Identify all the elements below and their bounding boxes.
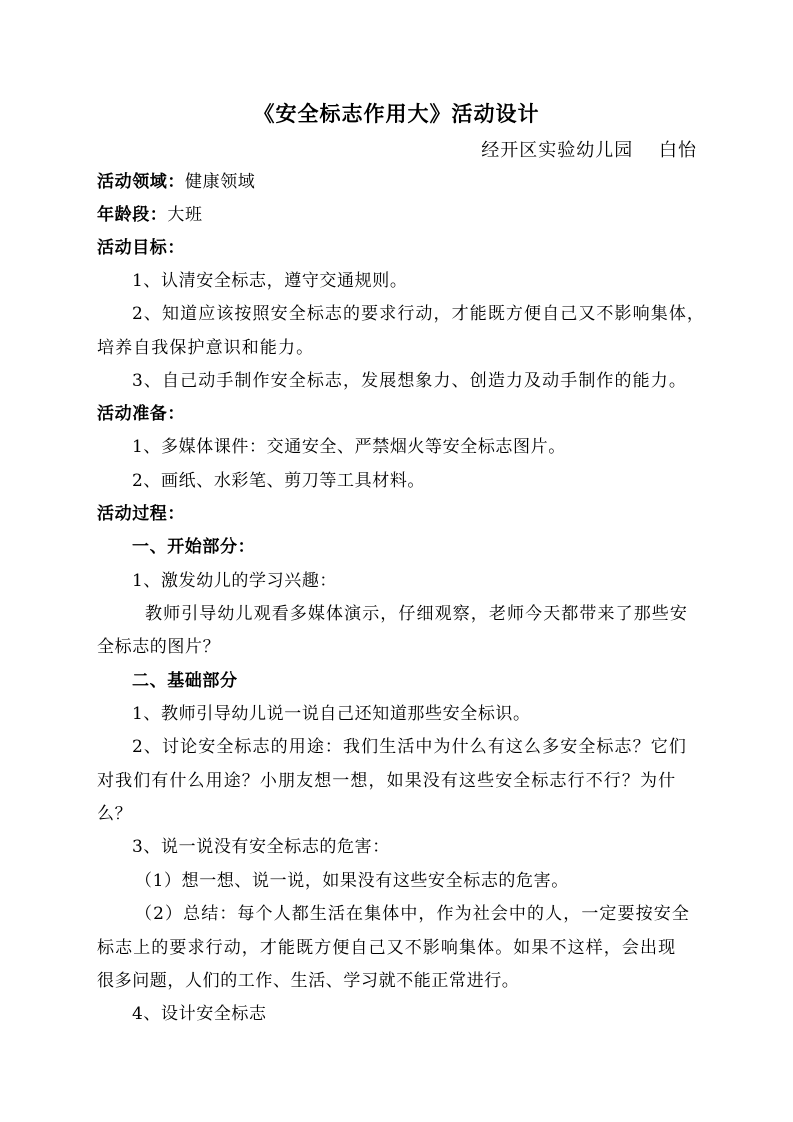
- part1-paragraph-line-1: 教师引导幼儿观看多媒体演示，仔细观察，老师今天都带来了那些安: [145, 604, 688, 624]
- goals-heading: 活动目标：: [97, 238, 185, 258]
- part2-item-3-sub-2-line-1: （2）总结：每个人都生活在集体中，作为社会中的人，一定要按安全: [135, 904, 690, 924]
- part2-item-3-sub-1: （1）想一想、说一说，如果没有这些安全标志的危害。: [135, 871, 569, 891]
- field-label: 活动领域：: [97, 172, 185, 192]
- part2-item-1: 1、教师引导幼儿说一说自己还知道那些安全标识。: [132, 704, 531, 724]
- goal-3: 3、自己动手制作安全标志，发展想象力、创造力及动手制作的能力。: [132, 371, 687, 391]
- part1-heading: 一、开始部分：: [132, 537, 256, 557]
- prep-heading: 活动准备：: [97, 404, 185, 424]
- goal-1: 1、认清安全标志，遵守交通规则。: [132, 271, 408, 291]
- part2-item-2-line-3: 么？: [97, 804, 133, 824]
- document-title: 《安全标志作用大》活动设计: [253, 101, 540, 126]
- goal-2-line-1: 2、知道应该按照安全标志的要求行动，才能既方便自己又不影响集体，: [132, 304, 706, 324]
- goal-2-line-2: 培养自我保护意识和能力。: [97, 338, 315, 358]
- part2-item-3-sub-2-line-2: 标志上的要求行动，才能既方便自己又不影响集体。如果不这样，会出现: [97, 938, 677, 958]
- age-line: [97, 204, 697, 226]
- part2-item-3: 3、说一说没有安全标志的危害：: [132, 837, 390, 857]
- part2-item-3-sub-2-line-3: 很多问题，人们的工作、生活、学习就不能正常进行。: [97, 971, 520, 991]
- part2-item-2-line-2: 对我们有什么用途？小朋友想一想，如果没有这些安全标志行不行？为什: [97, 771, 677, 791]
- field-line: [97, 171, 697, 193]
- author-line: 经开区实验幼儿园 白怡: [481, 140, 697, 161]
- part2-heading: 二、基础部分: [132, 671, 238, 691]
- prep-1: 1、多媒体课件：交通安全、严禁烟火等安全标志图片。: [132, 437, 566, 457]
- age-value: 大班: [167, 205, 203, 225]
- part2-item-2-line-1: 2、讨论安全标志的用途：我们生活中为什么有这么多安全标志？它们: [132, 737, 687, 757]
- part1-item-1: 1、激发幼儿的学习兴趣：: [132, 571, 338, 591]
- prep-2: 2、画纸、水彩笔、剪刀等工具材料。: [132, 471, 426, 491]
- field-value: 健康领域: [185, 172, 256, 192]
- age-label: 年龄段：: [97, 205, 168, 225]
- part1-paragraph-line-2: 全标志的图片？: [97, 637, 221, 657]
- process-heading: 活动过程：: [97, 504, 185, 524]
- part2-item-4: 4、设计安全标志: [132, 1004, 267, 1024]
